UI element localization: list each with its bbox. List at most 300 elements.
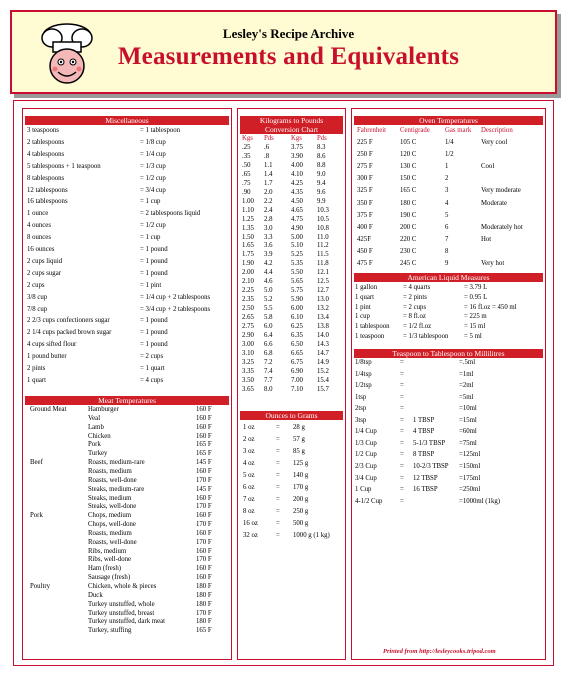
grams-cell: = — [276, 472, 280, 480]
meat-cell: Roasts, medium — [88, 529, 132, 537]
kg-cell: 9.4 — [317, 179, 326, 187]
kg-cell: 10.5 — [317, 215, 329, 223]
oven-cell: 150 C — [400, 175, 417, 183]
kg-cell: 1.00 — [242, 197, 254, 205]
misc-cell: = 1 cup — [140, 198, 161, 206]
kg-cell: 7.7 — [264, 376, 273, 384]
meat-cell: 170 F — [196, 609, 212, 617]
kg-col-header: Pds — [317, 135, 327, 142]
misc-cell: = 4 cups — [140, 376, 164, 384]
misc-cell: = 1/4 cup — [140, 150, 166, 158]
oven-cell: Moderate — [481, 199, 508, 207]
kg-cell: .25 — [242, 144, 251, 151]
kg-cell: 2.35 — [242, 296, 254, 304]
oven-cell: 2 — [445, 175, 449, 183]
kg-cell: 4.10 — [291, 170, 303, 178]
kg-cell: 6.8 — [264, 349, 273, 357]
tsp-cell: 4 TBSP — [413, 428, 435, 436]
tsp-cell: 2/3 Cup — [355, 462, 377, 470]
meat-cell: Ribs, medium — [88, 547, 127, 555]
liquid-cell: = 1/3 tablespoon — [403, 333, 449, 340]
grams-cell: 1000 g (1 kg) — [293, 532, 330, 540]
kg-cell: 13.2 — [317, 305, 329, 313]
kg-cell: 2.90 — [242, 331, 254, 339]
grams-cell: 3 oz — [243, 448, 255, 456]
meat-cell: Chops, well-done — [88, 521, 136, 529]
kg-cell: 5.75 — [291, 287, 303, 295]
oven-cell: Very hot — [481, 260, 505, 267]
meat-cell: Chicken, whole & pieces — [88, 583, 157, 590]
kg-cell: 5.35 — [291, 260, 303, 268]
grams-cell: 32 oz — [243, 532, 258, 540]
grams-cell: 250 g — [293, 508, 309, 516]
meat-cell: Roasts, medium-rare — [88, 459, 145, 467]
meat-cell: Pork — [30, 512, 43, 520]
meat-cell: 160 F — [196, 512, 212, 520]
oven-col-header: Gas mark — [445, 127, 472, 134]
tsp-cell: 3tsp — [355, 416, 367, 424]
liquid-cell: = 2 pints — [403, 293, 427, 301]
kg-cell: 4.6 — [264, 278, 273, 286]
liquid-cell: 1 cup — [355, 313, 370, 321]
oven-cell: 5 — [445, 211, 449, 219]
oven-cell: 9 — [445, 260, 449, 267]
misc-cell: = 2 tablespoons liquid — [140, 210, 201, 218]
oven-cell: 325 F — [357, 187, 373, 195]
meat-cell: 165 F — [196, 450, 212, 458]
meat-cell: Lamb — [88, 423, 104, 431]
kg-cell: 15.4 — [317, 376, 329, 384]
misc-cell: = 3/4 cup — [140, 186, 166, 194]
tsp-cell: =250ml — [459, 486, 481, 494]
misc-cell: 2 tablespoons — [27, 138, 65, 146]
grams-cell: 57 g — [293, 436, 305, 444]
oven-col-header: Description — [481, 127, 513, 134]
kg-cell: 8.6 — [317, 152, 326, 160]
kg-cell: 13.4 — [317, 314, 329, 322]
grams-cell: 85 g — [293, 448, 305, 456]
tsp-cell: =150ml — [459, 462, 481, 470]
meat-cell: Pork — [88, 441, 101, 449]
kg-cell: 12.1 — [317, 269, 329, 277]
kg-cell: 8.3 — [317, 144, 326, 151]
misc-cell: = 1 pound — [140, 329, 168, 337]
kg-cell: 5.2 — [264, 296, 273, 304]
oven-cell: 130 C — [400, 163, 417, 171]
kg-header — [239, 115, 344, 135]
liquid-header: American Liquid Measures — [353, 272, 544, 283]
kg-cell: 10.8 — [317, 224, 329, 232]
meat-cell: Beef — [30, 459, 43, 467]
grams-cell: = — [276, 532, 280, 540]
kg-cell: 1.90 — [242, 260, 254, 268]
tsp-cell: = — [400, 393, 404, 401]
kg-cell: 1.50 — [242, 233, 254, 241]
page-title: Measurements and Equivalents — [117, 43, 460, 70]
tsp-header: Teaspoon to Tablespoon to Millilitres — [353, 348, 544, 359]
kg-cell: 14.3 — [317, 340, 329, 348]
liquid-cell: = 4 quarts — [403, 284, 431, 291]
meat-cell: 170 F — [196, 521, 212, 529]
oven-cell: 375 F — [357, 211, 373, 219]
kg-cell: 1.1 — [264, 161, 273, 169]
kg-col-header: Kgs — [242, 135, 253, 142]
grams-cell: 5 oz — [243, 472, 255, 480]
meat-cell: Turkey unstuffed, dark meat — [88, 618, 166, 626]
grams-cell: = — [276, 496, 280, 504]
kg-cell: 1.25 — [242, 215, 254, 223]
kg-subtitle: Conversion Chart — [264, 125, 319, 134]
meat-cell: 160 F — [196, 529, 212, 537]
meat-cell: Sausage (fresh) — [88, 574, 131, 582]
tsp-cell: = — [400, 359, 404, 366]
misc-cell: 16 tablespoons — [27, 198, 68, 206]
grams-cell: = — [276, 520, 280, 528]
meat-cell: Ground Meat — [30, 406, 67, 413]
kg-cell: 2.2 — [264, 197, 273, 205]
oven-col-header: Fahrenheit — [357, 127, 387, 134]
meat-cell: Ribs, well-done — [88, 556, 132, 564]
kg-cell: .90 — [242, 188, 251, 196]
tsp-cell: 2tsp — [355, 405, 367, 413]
misc-cell: 4 tablespoons — [27, 150, 65, 158]
tsp-cell: =60ml — [459, 428, 477, 436]
kg-cell: 6.4 — [264, 331, 273, 339]
tsp-cell: = — [400, 497, 404, 505]
oven-cell: 400 F — [357, 223, 373, 231]
tsp-cell: 1/2tsp — [355, 382, 372, 390]
misc-cell: 16 ounces — [27, 246, 55, 253]
kg-cell: 13.8 — [317, 323, 329, 330]
meat-cell: Roasts, well-done — [88, 538, 137, 546]
tsp-cell: = — [400, 439, 404, 447]
kg-cell: 3.00 — [242, 340, 254, 348]
kg-cell: 7.10 — [291, 385, 303, 393]
oven-cell: 1 — [445, 163, 449, 171]
misc-cell: 4 ounces — [27, 222, 51, 230]
grams-cell: 4 oz — [243, 460, 255, 468]
tsp-cell: = — [400, 405, 404, 413]
kg-cell: 6.65 — [291, 349, 303, 357]
kg-cell: 1.7 — [264, 179, 273, 187]
kg-cell: 11.5 — [317, 251, 329, 259]
oven-cell: 8 — [445, 247, 449, 255]
kg-cell: .35 — [242, 152, 251, 160]
meat-cell: 160 F — [196, 406, 212, 413]
grams-header: Ounces to Grams — [239, 410, 344, 421]
oven-cell: Moderately hot — [481, 223, 523, 231]
kg-cell: 3.10 — [242, 349, 254, 357]
oven-cell: 200 C — [400, 223, 417, 231]
kg-cell: 6.00 — [291, 305, 303, 313]
tsp-cell: = — [400, 416, 404, 424]
meat-cell: 145 F — [196, 485, 212, 493]
misc-cell: = 1 pound — [140, 257, 168, 265]
tsp-cell: 1/4tsp — [355, 370, 372, 378]
tsp-cell: 4-1/2 Cup — [355, 497, 383, 505]
kg-cell: 8.0 — [264, 385, 273, 393]
grams-cell: 170 g — [293, 484, 309, 492]
liquid-cell: = 15 ml — [464, 323, 486, 331]
misc-cell: = 1/2 cup — [140, 222, 166, 230]
kg-col-header: Kgs — [291, 135, 302, 142]
meat-cell: 160 F — [196, 494, 212, 502]
oven-cell: Cool — [481, 163, 495, 171]
kg-cell: 1.10 — [242, 206, 254, 214]
kg-cell: 2.00 — [242, 269, 254, 277]
liquid-cell: 1 tablespoon — [355, 323, 390, 331]
liquid-cell: 1 quart — [355, 293, 375, 301]
kg-cell: 1.4 — [264, 170, 273, 178]
meat-cell: Veal — [88, 414, 101, 422]
tsp-cell: 1/8tsp — [355, 359, 372, 366]
meat-cell: 165 F — [196, 441, 212, 449]
meat-cell: Turkey — [88, 450, 108, 458]
oven-header: Oven Temperatures — [353, 115, 544, 126]
meat-cell: 160 F — [196, 547, 212, 555]
tsp-cell: =15ml — [459, 416, 477, 424]
kg-cell: 5.10 — [291, 242, 303, 250]
meat-cell: 180 F — [196, 583, 212, 590]
tsp-cell: = — [400, 474, 404, 482]
kg-cell: 9.6 — [317, 188, 326, 196]
liquid-cell: = 3.79 L — [464, 284, 488, 291]
kg-cell: 3.3 — [264, 233, 273, 241]
meat-cell: Chops, medium — [88, 512, 132, 520]
kg-cell: 3.75 — [291, 144, 303, 151]
oven-cell: 7 — [445, 235, 449, 243]
misc-cell: 5 tablespoons + 1 teaspoon — [27, 162, 101, 170]
tsp-cell: 12 TBSP — [413, 474, 438, 482]
tsp-cell: 16 TBSP — [413, 486, 438, 494]
kg-cell: 5.90 — [291, 296, 303, 304]
misc-cell: 2 2/3 cups confectioners sugar — [27, 317, 110, 325]
kg-cell: 7.00 — [291, 376, 303, 384]
liquid-cell: = 0.95 L — [464, 293, 488, 301]
kg-cell: 11.0 — [317, 233, 329, 241]
tsp-cell: 1/2 Cup — [355, 451, 377, 459]
kg-cell: 6.6 — [264, 340, 273, 348]
tsp-cell: =1ml — [459, 370, 474, 378]
tsp-cell: = — [400, 451, 404, 459]
kg-cell: .8 — [264, 152, 270, 160]
liquid-cell: 1 gallon — [355, 284, 378, 291]
meat-cell: Hamburger — [88, 406, 119, 413]
misc-cell: = 1/4 cup + 2 tablespoons — [140, 293, 211, 301]
tsp-cell: 10-2/3 TBSP — [413, 462, 449, 470]
kg-cell: 6.90 — [291, 367, 303, 375]
meat-cell: 180 F — [196, 618, 212, 626]
grams-cell: 16 oz — [243, 520, 258, 528]
meat-cell: 170 F — [196, 538, 212, 546]
meat-cell: Roasts, well-done — [88, 476, 137, 484]
tsp-cell: = — [400, 382, 404, 390]
kg-cell: 8.8 — [317, 161, 326, 169]
oven-col-header: Centigrade — [400, 127, 430, 134]
misc-cell: = 1 pound — [140, 246, 168, 253]
meat-cell: 145 F — [196, 459, 212, 467]
kg-cell: .50 — [242, 161, 251, 169]
misc-cell: = 2 cups — [140, 353, 164, 361]
oven-cell: Hot — [481, 235, 492, 243]
meat-cell: 165 F — [196, 627, 212, 635]
misc-cell: 7/8 cup — [27, 305, 48, 313]
kg-cell: 1.75 — [242, 251, 254, 259]
liquid-cell: = 1/2 fl.oz — [403, 323, 432, 331]
oven-cell: 425F — [357, 235, 371, 243]
kg-cell: 13.0 — [317, 296, 329, 304]
meat-cell: 160 F — [196, 423, 212, 431]
grams-cell: 1 oz — [243, 424, 255, 431]
oven-cell: 250 F — [357, 151, 373, 159]
meat-cell: 160 F — [196, 414, 212, 422]
oven-cell: 475 F — [357, 260, 373, 267]
misc-cell: 2 cups sugar — [27, 269, 61, 277]
meat-cell: Ham (fresh) — [88, 565, 122, 573]
kg-cell: 3.50 — [242, 376, 254, 384]
oven-cell: 165 C — [400, 187, 417, 195]
kg-cell: 12.7 — [317, 287, 329, 295]
tsp-cell: 1/3 Cup — [355, 439, 377, 447]
misc-cell: 3/8 cup — [27, 293, 48, 301]
tsp-cell: =2ml — [459, 382, 474, 390]
kg-cell: 6.0 — [264, 323, 273, 330]
meat-cell: 160 F — [196, 467, 212, 475]
tsp-cell: = — [400, 462, 404, 470]
meat-cell: 160 F — [196, 432, 212, 440]
misc-cell: 12 tablespoons — [27, 186, 68, 194]
kg-cell: 7.2 — [264, 358, 273, 366]
misc-cell: = 1 quart — [140, 365, 165, 372]
oven-cell: 450 F — [357, 247, 373, 255]
kg-cell: 10.3 — [317, 206, 329, 214]
kg-cell: 9.0 — [317, 170, 326, 178]
meat-cell: 160 F — [196, 565, 212, 573]
tsp-cell: 5-1/3 TBSP — [413, 439, 446, 447]
misc-cell: = 1/3 cup — [140, 162, 166, 170]
kg-cell: 15.7 — [317, 385, 329, 393]
kg-cell: 5.8 — [264, 314, 273, 322]
kg-title: Kilograms to Pounds — [259, 116, 324, 125]
kg-cell: 2.75 — [242, 323, 254, 330]
oven-cell: 300 F — [357, 175, 373, 183]
kg-cell: 1.35 — [242, 224, 254, 232]
oven-cell: 220 C — [400, 235, 417, 243]
meat-cell: 180 F — [196, 591, 212, 599]
meat-cell: Turkey unstuffed, whole — [88, 600, 155, 608]
kg-cell: 4.90 — [291, 224, 303, 232]
liquid-cell: 1 pint — [355, 303, 371, 311]
grams-cell: 28 g — [293, 424, 305, 431]
misc-cell: = 3/4 cup + 2 tablespoons — [140, 305, 211, 313]
meat-cell: Steaks, well-done — [88, 503, 137, 511]
kg-cell: 2.65 — [242, 314, 254, 322]
footer-url[interactable]: Printed from http://lesleycooks.tripod.com — [383, 648, 496, 655]
tsp-cell: =10ml — [459, 405, 477, 413]
tsp-cell: =175ml — [459, 474, 481, 482]
misc-cell: = 1 pound — [140, 269, 168, 277]
grams-cell: = — [276, 448, 280, 456]
kg-cell: 14.9 — [317, 358, 329, 366]
grams-cell: = — [276, 484, 280, 492]
kg-cell: 3.65 — [242, 385, 254, 393]
misc-cell: 1 pound butter — [27, 353, 67, 361]
misc-cell: = 1/8 cup — [140, 138, 166, 146]
oven-cell: 245 C — [400, 260, 417, 267]
tsp-cell: 1/4 Cup — [355, 428, 377, 436]
tsp-cell: =5ml — [459, 393, 474, 401]
misc-cell: 2 cups liquid — [27, 257, 63, 265]
grams-cell: = — [276, 508, 280, 516]
meat-cell: Poultry — [30, 583, 51, 590]
tsp-cell: = — [400, 370, 404, 378]
kg-cell: .75 — [242, 179, 251, 187]
tsp-cell: =75ml — [459, 439, 477, 447]
kg-cell: 14.0 — [317, 331, 329, 339]
grams-cell: 8 oz — [243, 508, 255, 516]
misc-cell: 1 ounce — [27, 210, 49, 218]
misc-cell: 2 cups — [27, 281, 45, 289]
site-name: Lesley's Recipe Archive — [222, 26, 355, 41]
kg-cell: 15.2 — [317, 367, 329, 375]
grams-cell: 2 oz — [243, 436, 255, 444]
kg-cell: 6.10 — [291, 314, 303, 322]
meat-cell: Turkey unstuffed, breast — [88, 609, 155, 617]
kg-cell: 4.75 — [291, 215, 303, 223]
tsp-cell: 3/4 Cup — [355, 474, 377, 482]
kg-cell: 3.90 — [291, 152, 303, 160]
tsp-cell: 1 TBSP — [413, 416, 435, 424]
misc-cell: 8 ounces — [27, 234, 51, 242]
meat-cell: Roasts, medium — [88, 467, 132, 475]
meat-cell: 170 F — [196, 476, 212, 484]
misc-cell: 2 pints — [27, 365, 46, 372]
grams-cell: 7 oz — [243, 496, 255, 504]
grams-cell: 140 g — [293, 472, 309, 480]
grams-cell: = — [276, 424, 280, 431]
kg-cell: 14.7 — [317, 349, 329, 357]
misc-header: Miscellaneous — [24, 115, 230, 126]
kg-cell: 6.25 — [291, 323, 303, 330]
meat-cell: 160 F — [196, 574, 212, 582]
kg-cell: 2.50 — [242, 305, 254, 313]
kg-cell: 4.50 — [291, 197, 303, 205]
meat-cell: Steaks, medium-rare — [88, 485, 145, 493]
kg-cell: 3.9 — [264, 251, 273, 259]
grams-cell: 200 g — [293, 496, 309, 504]
liquid-cell: = 225 m — [464, 313, 487, 321]
grams-cell: = — [276, 436, 280, 444]
grams-cell: 6 oz — [243, 484, 255, 492]
kg-cell: 3.0 — [264, 224, 273, 232]
oven-cell: 3 — [445, 187, 449, 195]
kg-cell: 2.25 — [242, 287, 254, 295]
oven-cell: Very moderate — [481, 187, 521, 195]
tsp-cell: =.5ml — [459, 359, 476, 366]
kg-cell: 4.25 — [291, 179, 303, 187]
kg-cell: 12.5 — [317, 278, 329, 286]
misc-cell: 1 quart — [27, 376, 47, 384]
kg-cell: 3.25 — [242, 358, 254, 366]
meat-cell: 170 F — [196, 503, 212, 511]
grams-cell: 125 g — [293, 460, 309, 468]
kg-cell: 4.35 — [291, 188, 303, 196]
misc-cell: = 1 pound — [140, 317, 168, 325]
oven-cell: 275 F — [357, 163, 373, 171]
misc-cell: 8 tablespoons — [27, 174, 65, 182]
kg-cell: 11.8 — [317, 260, 329, 268]
liquid-cell: = 2 cups — [403, 303, 427, 311]
